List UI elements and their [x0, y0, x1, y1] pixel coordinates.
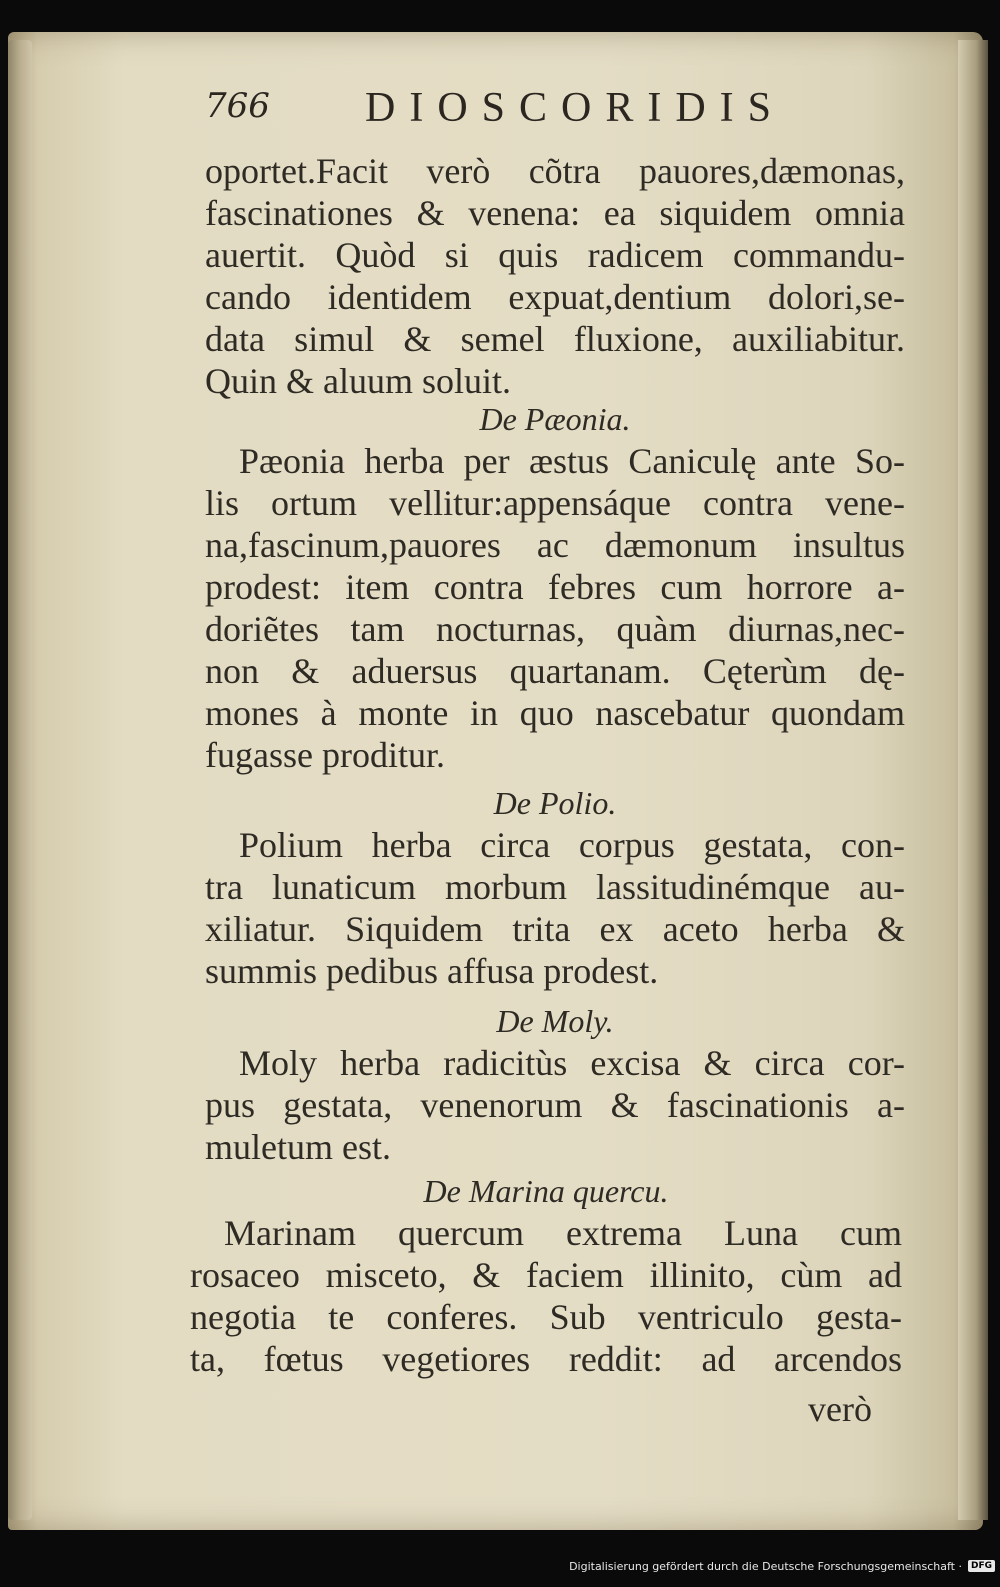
text-line: lis ortum vellitur:appensáque contra vene- — [205, 483, 905, 523]
section-heading: De Marina quercu. — [423, 1173, 669, 1209]
text-line: Moly herba radicitùs excisa & circa cor- — [239, 1043, 905, 1083]
section-heading: De Polio. — [493, 785, 617, 821]
text-line: tra lunaticum morbum lassitudinémque au- — [205, 867, 905, 907]
text-line: fugasse proditur. — [205, 735, 445, 775]
text-line: negotia te conferes. Sub ventriculo gesta- — [190, 1297, 902, 1337]
page-gutter-edge — [8, 40, 32, 1520]
text-line: ta, fœtus vegetiores reddit: ad arcendos — [190, 1339, 902, 1379]
running-head: DIOSCORIDIS — [365, 85, 786, 131]
text-line: na,fascinum,pauores ac dæmonum insultus — [205, 525, 905, 565]
page-fore-edge — [958, 40, 988, 1520]
text-line: Marinam quercum extrema Luna cum — [224, 1213, 902, 1253]
digitization-footer — [569, 1552, 995, 1580]
text-line: rosaceo misceto, & faciem illinito, cùm ad — [190, 1255, 902, 1295]
section-marina-quercu — [190, 1170, 902, 1380]
page-number: 766 — [205, 86, 270, 126]
text-line: data simul & semel fluxione, auxiliabitur. — [205, 319, 905, 359]
text-line: xiliatur. Siquidem trita ex aceto herba & — [205, 909, 905, 949]
section-moly — [205, 1000, 905, 1168]
paragraph-continued — [205, 150, 905, 402]
footer-credit: Digitalisierung gefördert durch die Deutsche Forschungsgemeinschaft · — [569, 1559, 962, 1573]
text-line: mones à monte in quo nascebatur quondam — [205, 693, 905, 733]
text-line: doriẽtes tam nocturnas, quàm diurnas,nec- — [205, 609, 905, 649]
text-line: muletum est. — [205, 1127, 391, 1167]
text-line: summis pedibus affusa prodest. — [205, 951, 659, 991]
section-polio — [205, 782, 905, 992]
section-heading: De Moly. — [496, 1003, 614, 1039]
page-header — [205, 82, 905, 142]
text-line: cando identidem expuat,dentium dolori,se- — [205, 277, 905, 317]
text-line: oportet.Facit verò cõtra pauores,dæmonas, — [205, 151, 905, 191]
text-line: Pæonia herba per æstus Caniculę ante So- — [239, 441, 905, 481]
section-paeonia — [205, 398, 905, 776]
text-line: auertit. Quòd si quis radicem commandu- — [205, 235, 905, 275]
catchword: verò — [808, 1389, 872, 1429]
text-line: pus gestata, venenorum & fascinationis a- — [205, 1085, 905, 1125]
text-line: Polium herba circa corpus gestata, con- — [239, 825, 905, 865]
section-heading: De Pæonia. — [479, 401, 631, 437]
text-line: fascinationes & venena: ea siquidem omnia — [205, 193, 905, 233]
dfg-logo-icon: DFG — [968, 1560, 995, 1572]
text-line: prodest: item contra febres cum horrore a- — [205, 567, 905, 607]
text-line: Quin & aluum soluit. — [205, 361, 511, 401]
text-line: non & aduersus quartanam. Cęterùm dę- — [205, 651, 905, 691]
